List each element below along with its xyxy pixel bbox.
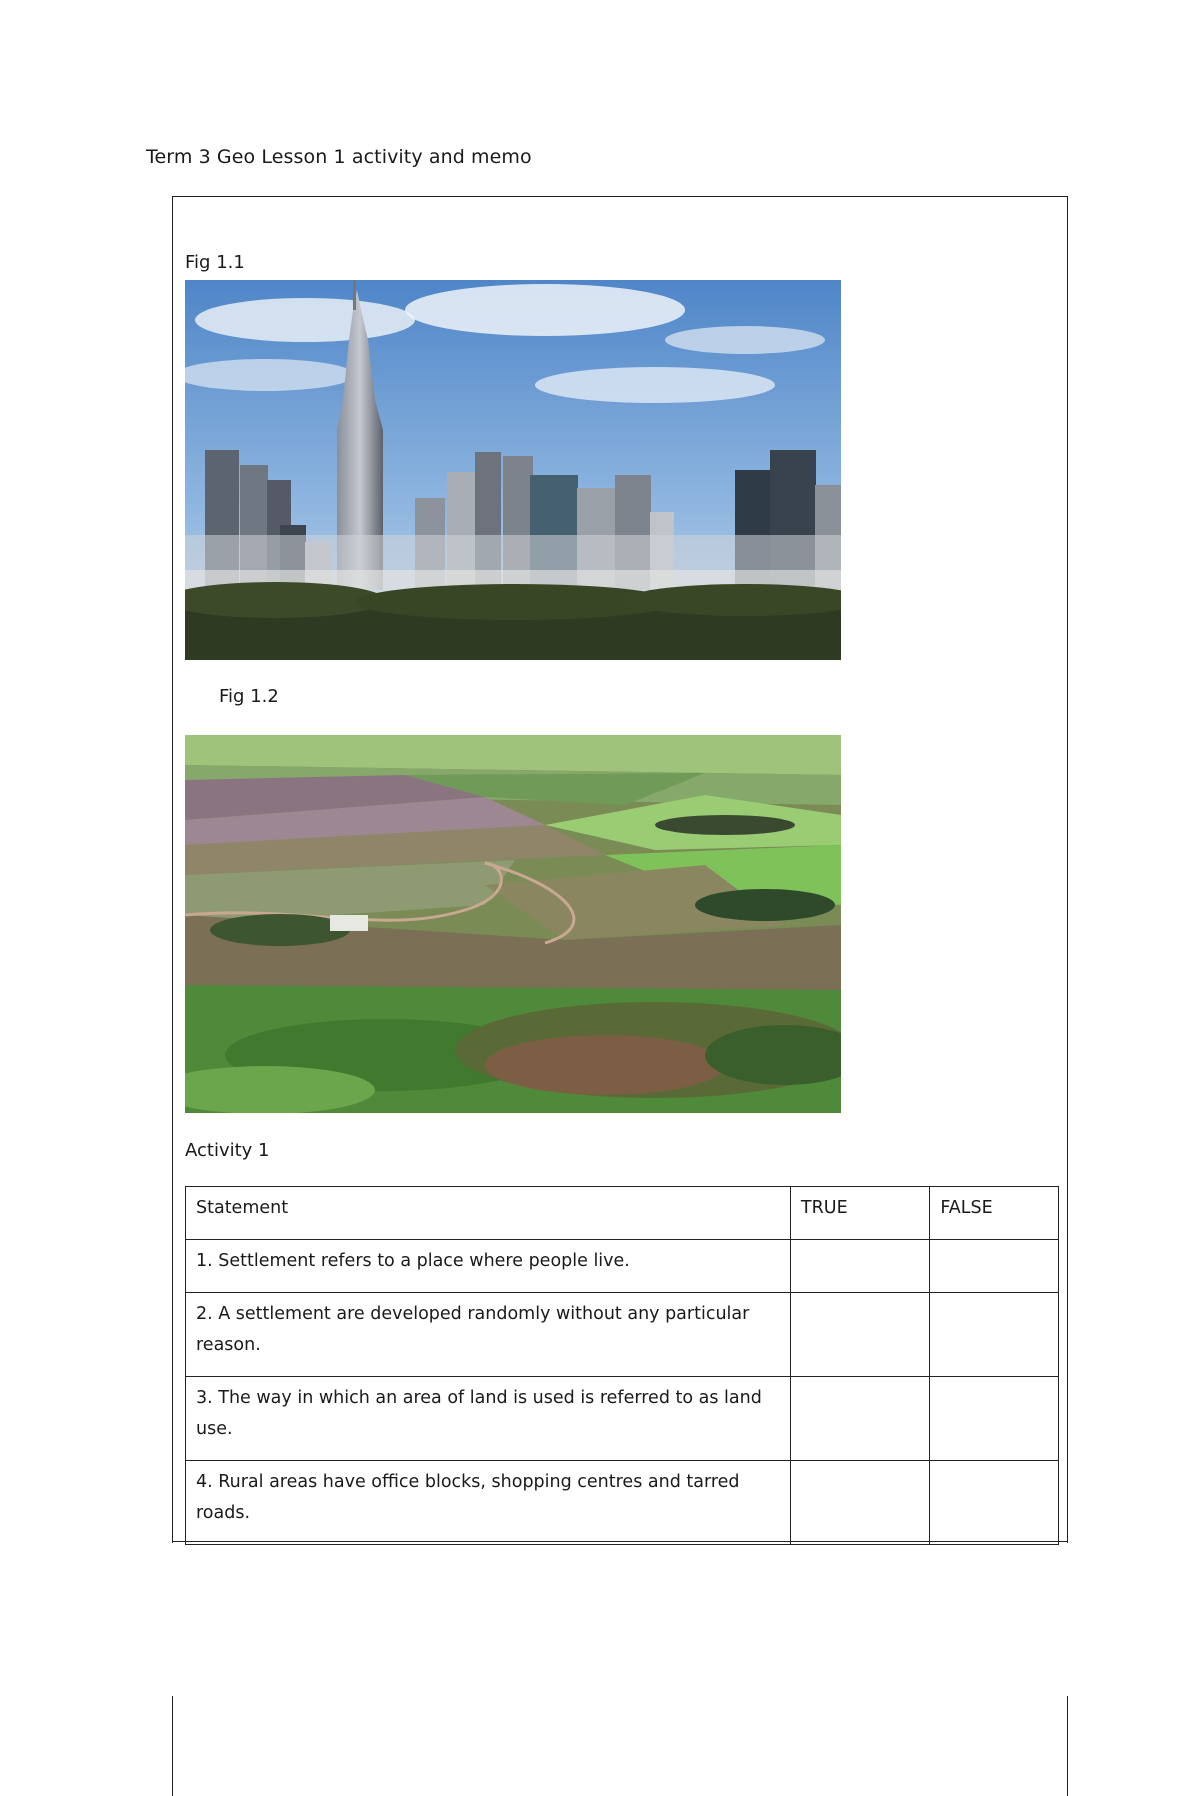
activity-label: Activity 1 [185, 1140, 270, 1161]
false-answer-cell[interactable] [930, 1240, 1059, 1293]
true-false-table [185, 1186, 1059, 1545]
statement-cell: 2. A settlement are developed randomly without any particular reason. [186, 1293, 791, 1377]
table-row [186, 1293, 1059, 1377]
header-statement: Statement [186, 1187, 791, 1240]
true-answer-cell[interactable] [790, 1240, 929, 1293]
false-answer-cell[interactable] [930, 1461, 1059, 1545]
header-false: FALSE [930, 1187, 1059, 1240]
false-answer-cell[interactable] [930, 1293, 1059, 1377]
figure-label-2: Fig 1.2 [219, 686, 279, 707]
city-skyline-photo [185, 280, 841, 660]
figure-label-1: Fig 1.1 [185, 252, 245, 273]
document-title: Term 3 Geo Lesson 1 activity and memo [146, 146, 532, 168]
true-answer-cell[interactable] [790, 1461, 929, 1545]
statement-cell: 4. Rural areas have office blocks, shopping centres and tarred roads. [186, 1461, 791, 1545]
table-row [186, 1461, 1059, 1545]
false-answer-cell[interactable] [930, 1377, 1059, 1461]
statement-cell: 1. Settlement refers to a place where people live. [186, 1240, 791, 1293]
page-bottom-margin [0, 1543, 1200, 1696]
true-answer-cell[interactable] [790, 1377, 929, 1461]
table-row [186, 1377, 1059, 1461]
table-header-row [186, 1187, 1059, 1240]
statement-cell: 3. The way in which an area of land is used is referred to as land use. [186, 1377, 791, 1461]
table-row [186, 1240, 1059, 1293]
rural-farmland-photo [185, 735, 841, 1113]
header-true: TRUE [790, 1187, 929, 1240]
true-answer-cell[interactable] [790, 1293, 929, 1377]
